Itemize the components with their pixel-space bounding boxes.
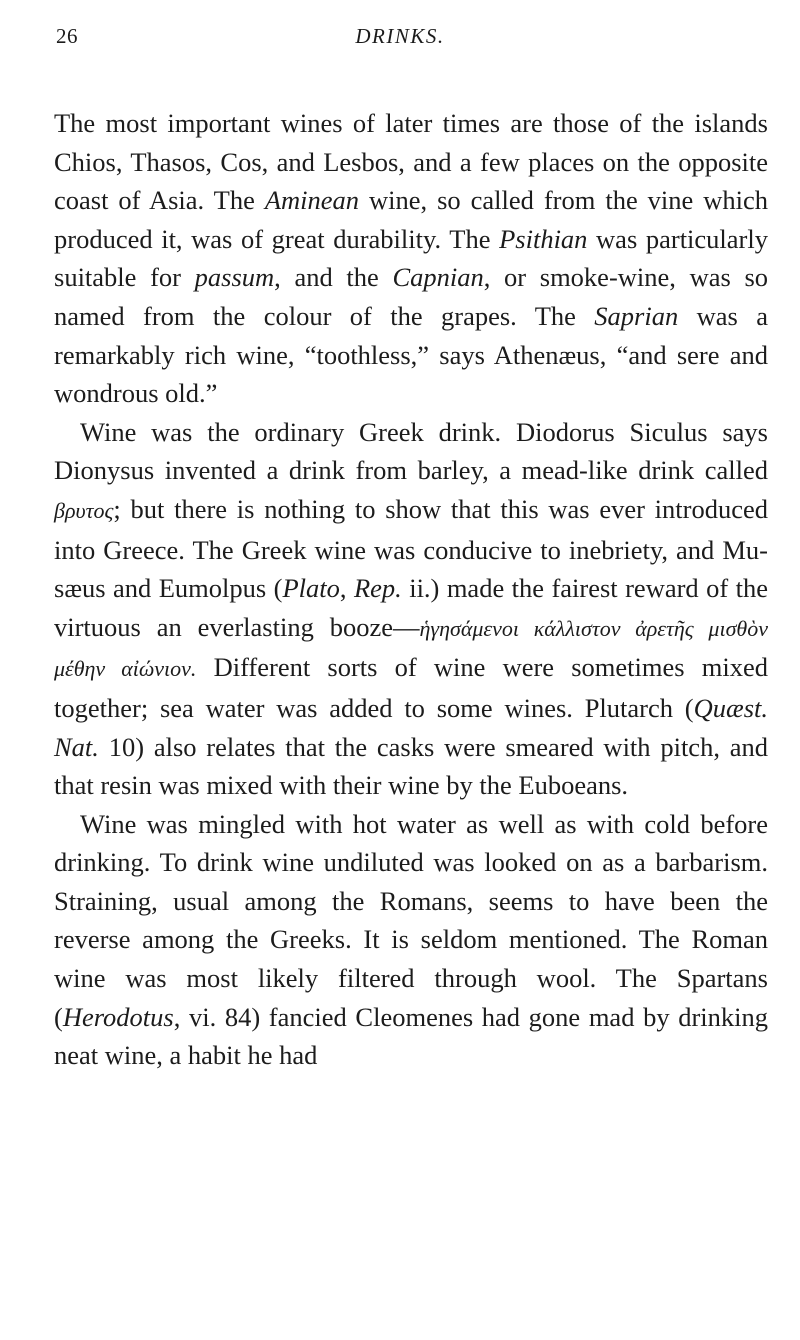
paragraph [54,413,768,805]
page-number: 26 [56,24,78,48]
text-run: Wine was the ordinary Greek drink. Diodorus Siculus says Dionysus invented a drink from barley, a mead-like drink called [54,416,768,486]
paragraph [54,104,768,413]
text-run: , vi. 84) fancied Cleomenes had gone mad by drinking neat wine, a habit he had [54,1001,768,1071]
body-text [54,104,768,1075]
italic-term: Saprian [594,300,679,331]
italic-term: Capnian [392,262,484,293]
text-run: 10) also relates that the casks were smeared with pitch, and that resin was mixed with their wine by the Euboeans. [54,731,768,801]
greek-quotation: βρυτος [54,497,114,523]
italic-term: Rep. [353,573,402,604]
running-head [0,24,800,64]
running-title: DRINKS. [355,24,445,48]
text-run: was particularly suitable for [54,223,768,293]
greek-quotation: ἡγησάμενοι κάλλιστον ἀρετῆς μισθὸν μέθην αἰώνιον. [54,615,768,682]
italic-term: passum [194,262,275,293]
text-run: wine, so called from the vine which produced it, was of great durability. The [54,185,769,254]
text-run: was a remarkably rich wine, “toothless,” says Athenæus, “and sere and wondrous old.” [54,300,768,409]
text-run: Different sorts of wine were sometimes mixed together; sea water was added to some wines. Plutarch ( [54,652,768,723]
italic-term: Psithian [499,223,588,254]
italic-term: Aminean [264,185,360,216]
text-run: , and the [274,262,393,293]
text-run: , [339,573,354,604]
paragraph [54,805,768,1075]
text-run: , or smoke-wine, was so named from the colour of the grapes. The [54,262,769,331]
italic-term: Quæst. Nat. [54,692,768,762]
text-run: Wine was mingled with hot water as well as with cold before drinking. To drink wine undiluted was looked on as a barbarism. Straining, usual among the Romans, seems to have been the reverse among the Greeks. It is seldom mentioned. The Roman wine was most likely filtered through wool. The Spartans ( [54,808,768,1032]
text-run: The most important wines of later times are those of the islands Chios, Thasos, Cos, and Lesbos, and a few places on the opposite coast of Asia. The [54,108,768,216]
italic-term: Plato [282,573,340,604]
text-run: ; but there is nothing to show that this was ever introduced into Greece. The Greek wine was conducive to inebriety, and Musæus and Eumolpus ( [54,493,768,604]
text-run: ii.) made the fairest reward of the virtuous an everlasting booze— [54,573,768,642]
italic-term: Herodotus [62,1001,174,1032]
